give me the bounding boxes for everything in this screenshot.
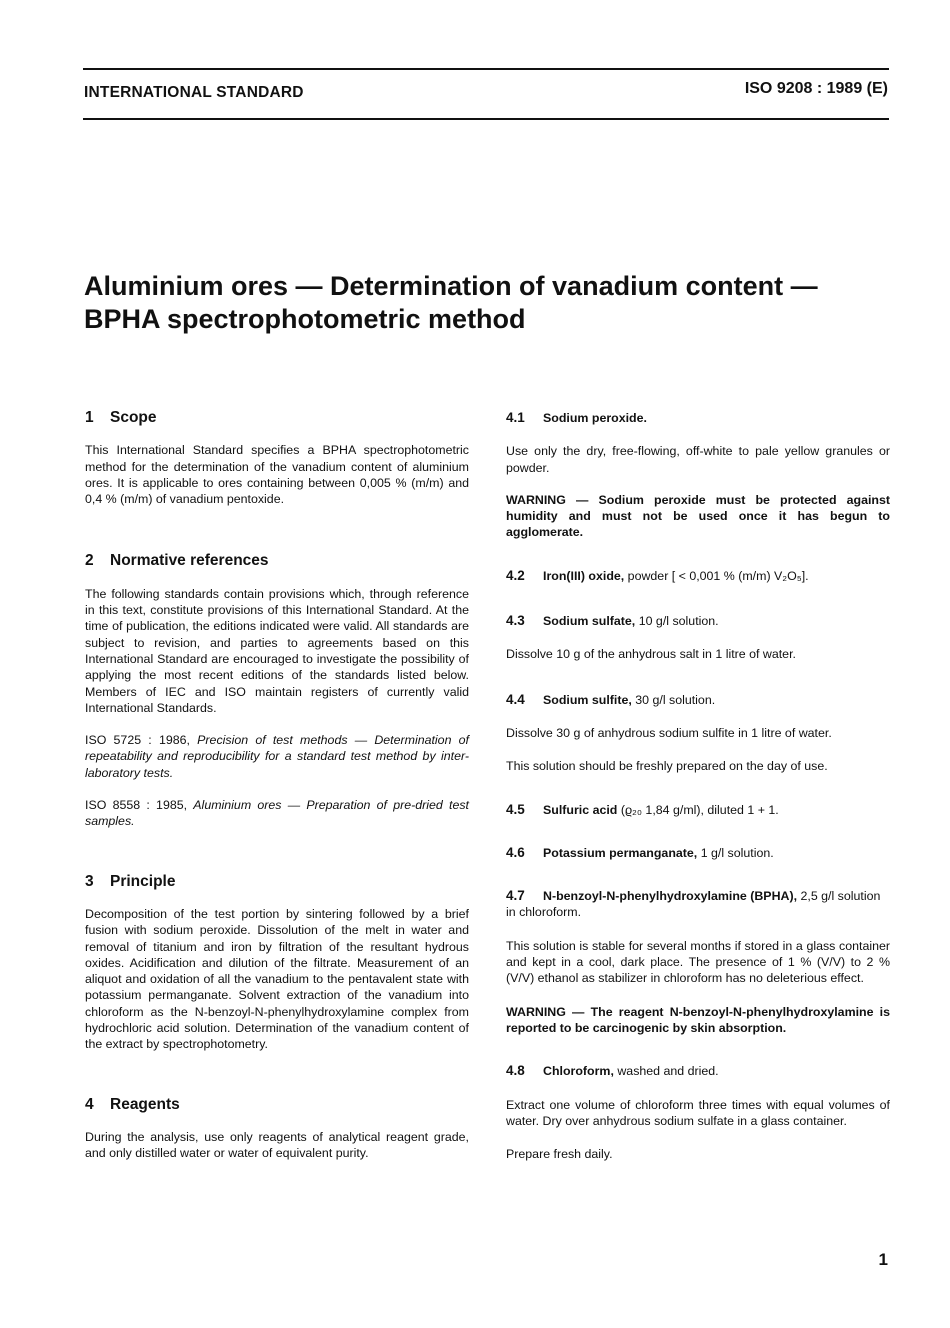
reference-iso-8558: ISO 8558 : 1985, Aluminium ores — Preparation of pre-dried test samples. bbox=[85, 798, 469, 829]
reagent-4-1-heading: 4.1 Sodium peroxide. bbox=[506, 410, 647, 425]
left-column bbox=[85, 410, 469, 1162]
reagent-4-4-note: This solution should be freshly prepared on the day of use. bbox=[506, 759, 828, 774]
standard-number: ISO 9208 : 1989 (E) bbox=[744, 80, 888, 97]
reagent-4-3-text: Dissolve 10 g of the anhydrous salt in 1 litre of water. bbox=[506, 647, 796, 662]
reagent-4-2-heading: 4.2 Iron(III) oxide, powder [ < 0,001 % (m/m) V₂O₅]. bbox=[506, 567, 809, 583]
reagent-4-8-text: Extract one volume of chloroform three times with equal volumes of water. Dry over anhydrous sodium sulfate in a glass container. bbox=[506, 1097, 890, 1128]
document-title bbox=[84, 270, 818, 336]
reagent-4-4-heading: 4.4 Sodium sulfite, 30 g/l solution. bbox=[506, 691, 716, 707]
reagent-4-7-text: This solution is stable for several months if stored in a glass container and kept in a cool, dark place. The presence of 1 % (V/V) to 2 % (V/V) ethanol as stabilizer in chloroform has no deleterious effect. bbox=[506, 938, 890, 986]
reagent-4-5-heading: 4.5 Sulfuric acid (ϱ₂₀ 1,84 g/ml), diluted 1 + 1. bbox=[506, 801, 779, 817]
section-heading-normative-references: 2 Normative references bbox=[85, 552, 269, 570]
title-line-1: Aluminium ores — Determination of vanadium content — bbox=[84, 271, 818, 301]
right-column bbox=[506, 410, 890, 1162]
reagent-4-6-heading: 4.6 Potassium permanganate, 1 g/l solution. bbox=[506, 844, 774, 860]
reagent-4-7-warning: WARNING — The reagent N-benzoyl-N-phenylhydroxylamine is reported to be carcinogenic by skin absorption. bbox=[506, 1004, 890, 1035]
reagent-4-4-text: Dissolve 30 g of anhydrous sodium sulfite in 1 litre of water. bbox=[506, 725, 832, 740]
reagent-4-3-heading: 4.3 Sodium sulfate, 10 g/l solution. bbox=[506, 613, 719, 629]
section-heading-scope: 1 Scope bbox=[85, 409, 157, 426]
reference-iso-5725: ISO 5725 : 1986, Precision of test methods — Determination of repeatability and reproducibility for a standard test method by inter-laboratory tests. bbox=[85, 733, 469, 780]
reagent-4-8-note: Prepare fresh daily. bbox=[506, 1147, 613, 1162]
page-number: 1 bbox=[878, 1250, 888, 1269]
section-heading-reagents: 4 Reagents bbox=[85, 1095, 180, 1113]
header-rule-bottom bbox=[83, 118, 889, 120]
header-label: INTERNATIONAL STANDARD bbox=[84, 84, 304, 101]
reagent-4-1-warning: WARNING — Sodium peroxide must be protected against humidity and must not be used once it has begun to agglomerate. bbox=[506, 492, 890, 540]
section-heading-principle: 3 Principle bbox=[85, 872, 176, 890]
principle-text: Decomposition of the test portion by sintering followed by a brief fusion with sodium peroxide. Dissolution of the melt in water and removal of titanium and iron by filtration of the resultant hydrous oxides. Acidification and dilution of the filtrate. Measurement of an aliquot and oxidation of all the vanadium to the pentavalent state with potassium permanganate. Solvent extraction of the vanadium into chloroform as the N-benzoyl-N-phenylhydroxylamine complex from hydrochloric acid solution. Determination of the vanadium content of the extract by spectrophotometry. bbox=[85, 906, 469, 1052]
header-rule-top bbox=[83, 68, 889, 70]
reagent-4-7-heading: 4.7 N-benzoyl-N-phenylhydroxylamine (BPHA), 2,5 g/l solution in chloroform. bbox=[506, 888, 881, 920]
normative-references-text: The following standards contain provisions which, through reference in this text, constitute provisions of this International Standard. At the time of publication, the editions indicated were valid. All standards are subject to revision, and parties to agreements based on this International Standard are encouraged to investigate the possibility of applying the most recent editions of the standards listed below. Members of IEC and ISO maintain registers of currently valid International Standards. bbox=[85, 586, 469, 715]
reagents-text: During the analysis, use only reagents of analytical reagent grade, and only distilled water or water of equivalent purity. bbox=[85, 1129, 469, 1161]
reagent-4-8-heading: 4.8 Chloroform, washed and dried. bbox=[506, 1063, 719, 1079]
reagent-4-1-text: Use only the dry, free-flowing, off-white to pale yellow granules or powder. bbox=[506, 444, 890, 475]
scope-text: This International Standard specifies a BPHA spectrophotometric method for the determination of the vanadium content of aluminium ores. It is applicable to ores containing between 0,005 % (m/m) and 0,4 % (m/m) of vanadium pentoxide. bbox=[85, 443, 469, 507]
title-line-2: BPHA spectrophotometric method bbox=[84, 304, 526, 334]
